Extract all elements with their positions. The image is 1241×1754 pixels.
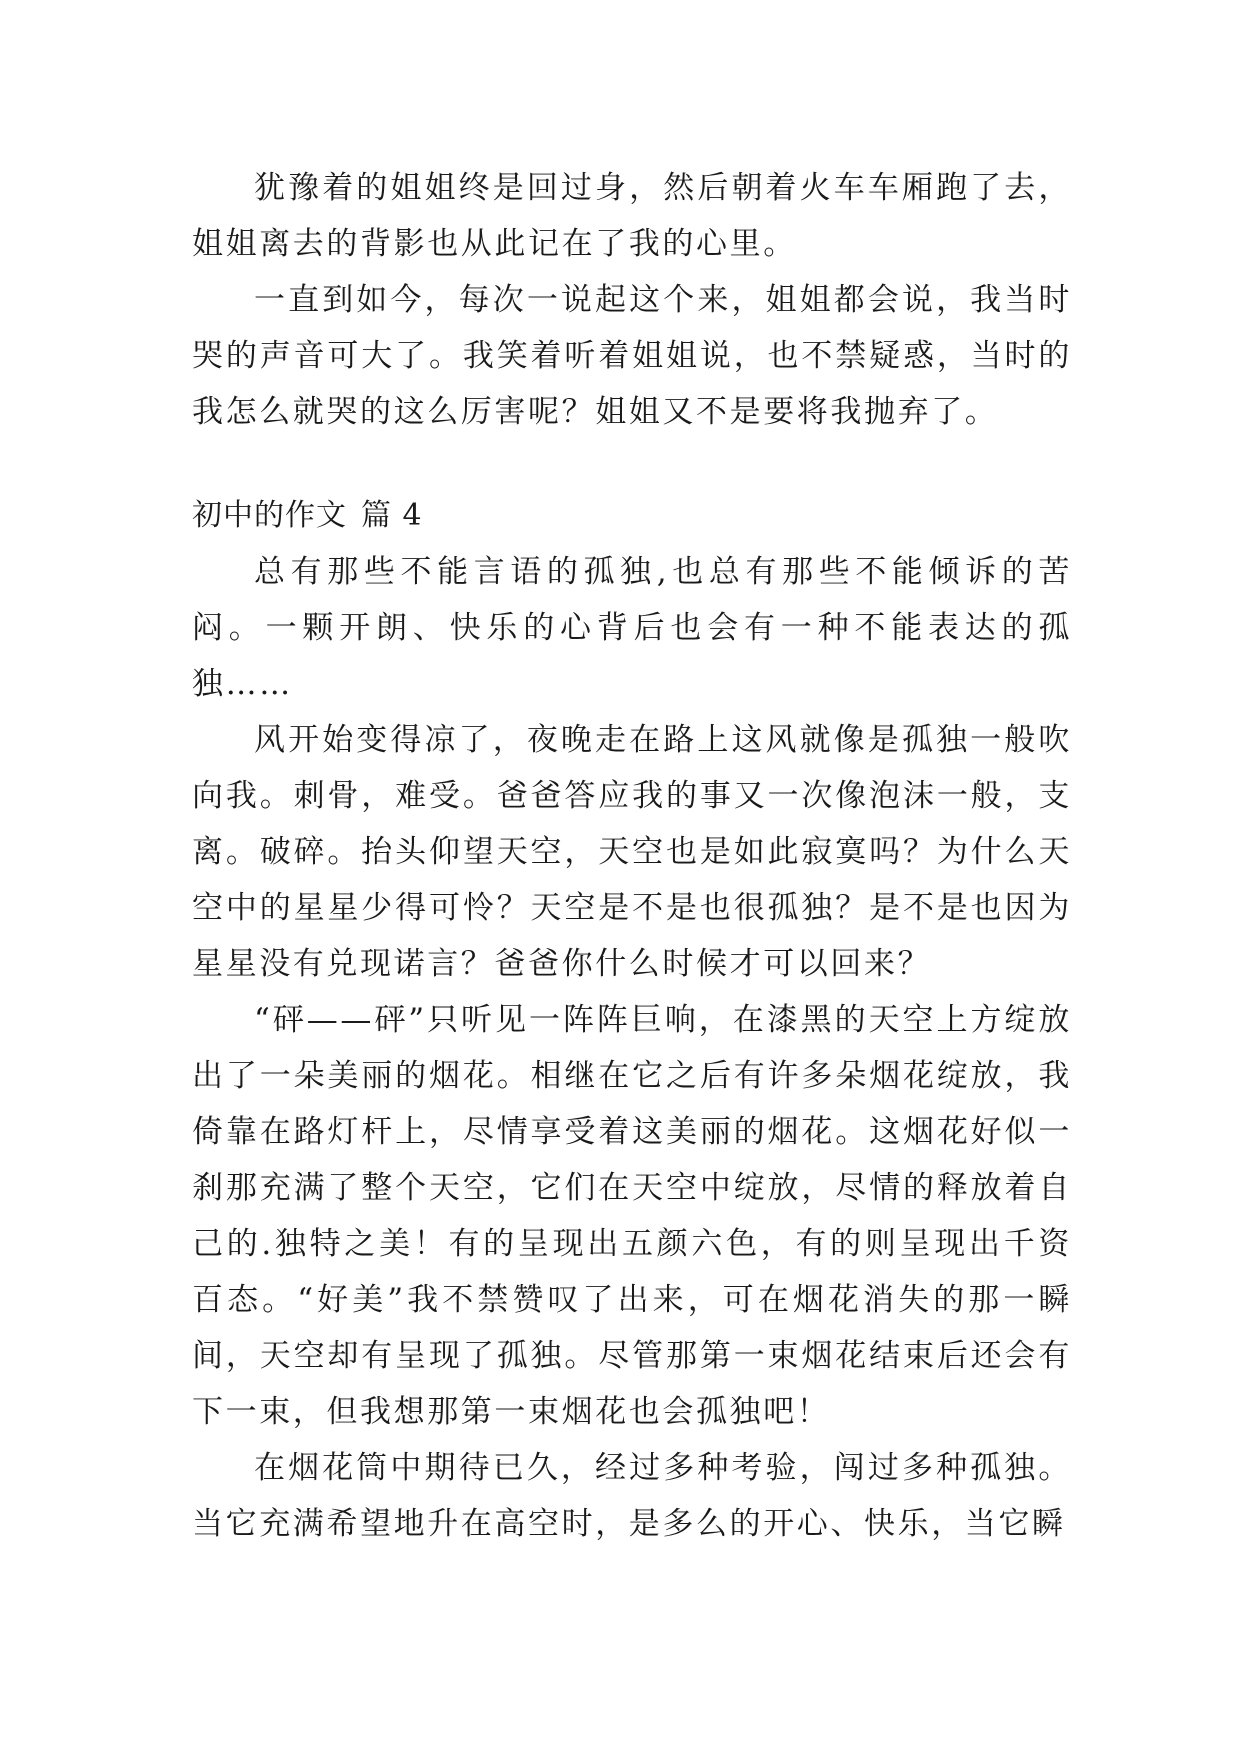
paragraph-3: “砰——砰”只听见一阵阵巨响，在漆黑的天空上方绽放出了一朵美丽的烟花。相继在它之后有许多朵烟花绽放，我倚靠在路灯杆上，尽情享受着这美丽的烟花。这烟花好似一刹那充满了整个天空，它们在天空中绽放，尽情的释放着自己的.独特之美！有的呈现出五颜六色，有的则呈现出千资百态。“好美”我不禁赞叹了出来，可在烟花消失的那一瞬间，天空却有呈现了孤独。尽管那第一束烟花结束后还会有下一束，但我想那第一束烟花也会孤独吧！	[192, 1002, 1072, 1430]
section-number: 篇 4	[361, 498, 423, 533]
section-heading	[192, 488, 1072, 544]
paragraph-2: 风开始变得凉了，夜晚走在路上这风就像是孤独一般吹向我。刺骨，难受。爸爸答应我的事又一次像泡沫一般，支离。破碎。抬头仰望天空，天空也是如此寂寞吗？为什么天空中的星星少得可怜？天空是不是也很孤独？是不是也因为星星没有兑现诺言？爸爸你什么时候才可以回来？	[192, 722, 1072, 982]
paragraph-prev-2: 一直到如今，每次一说起这个来，姐姐都会说，我当时哭的声音可大了。我笑着听着姐姐说，也不禁疑惑，当时的我怎么就哭的这么厉害呢？姐姐又不是要将我抛弃了。	[192, 282, 1072, 430]
paragraph-prev-1: 犹豫着的姐姐终是回过身，然后朝着火车车厢跑了去，姐姐离去的背影也从此记在了我的心里。	[192, 170, 1072, 262]
document-body	[192, 160, 1072, 1552]
paragraph-1: 总有那些不能言语的孤独,也总有那些不能倾诉的苦闷。一颗开朗、快乐的心背后也会有一种不能表达的孤独……	[192, 554, 1072, 702]
section-title: 初中的作文	[192, 498, 347, 533]
paragraph-4: 在烟花筒中期待已久，经过多种考验，闯过多种孤独。当它充满希望地升在高空时，是多么的开心、快乐，当它瞬	[192, 1450, 1072, 1542]
